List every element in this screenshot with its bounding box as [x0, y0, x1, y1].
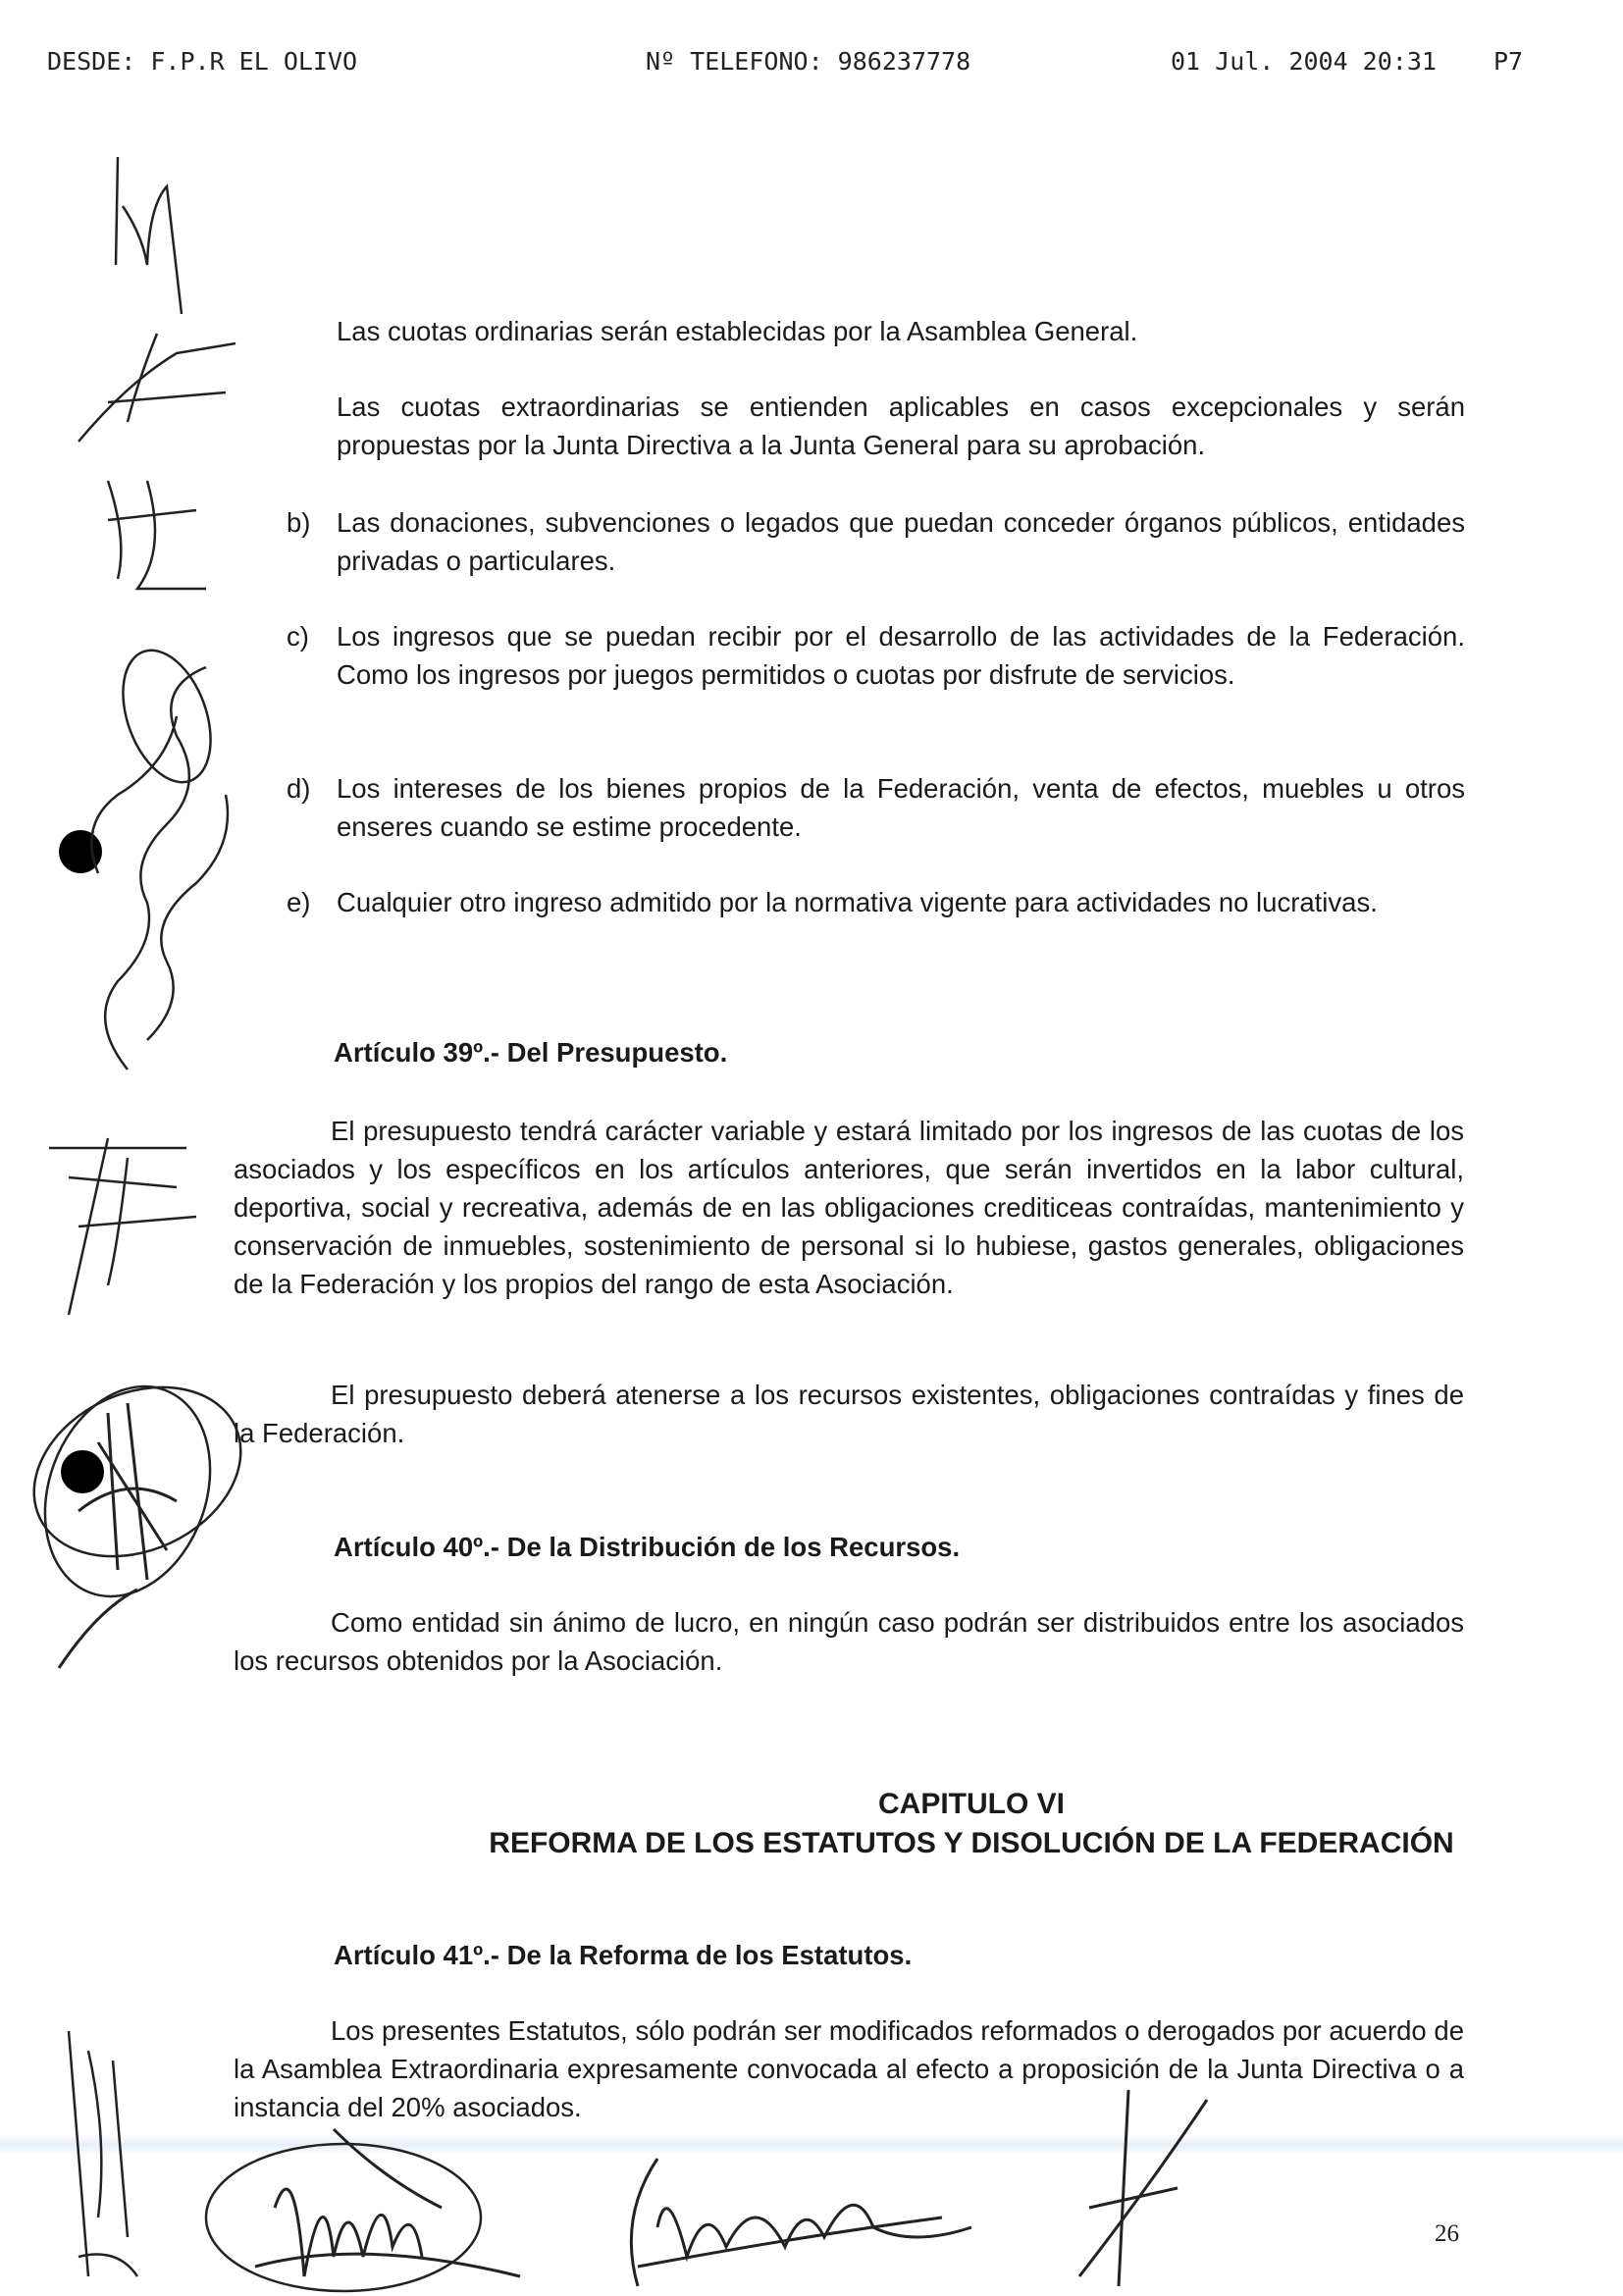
margin-initials-3	[88, 461, 216, 599]
signature-3	[1070, 2080, 1217, 2296]
item-text-c: Los ingresos que se puedan recibir por el desarrollo de las actividades de la Federación. Como los ingresos por juegos permitidos o cuotas por disfrute de servicios.	[337, 621, 1465, 690]
signature-1	[186, 2110, 540, 2296]
margin-initials-bottom	[59, 2021, 147, 2286]
item-letter-c: c)	[287, 621, 309, 652]
art41-paragraph-1: Los presentes Estatutos, sólo podrán ser modificados reformados o derogados por acuerdo de la Asamblea Extraordinaria expresamente convocada al efecto a proposición de la Junta Directiva o a instancia del 20% asociados.	[234, 2015, 1464, 2122]
intro-paragraph-2: Las cuotas extraordinarias se entienden aplicables en casos excepcionales y serán propuestas por la Junta Directiva a la Junta General para su aprobación.	[337, 391, 1465, 460]
item-letter-d: d)	[287, 773, 311, 804]
chapter-number: CAPITULO VI	[877, 1788, 1065, 1820]
item-text-b: Las donaciones, subvenciones o legados que puedan conceder órganos públicos, entidades privadas o particulares.	[337, 507, 1465, 576]
page-number: 26	[1435, 2220, 1459, 2247]
art39-heading: Artículo 39º.- Del Presupuesto.	[334, 1037, 728, 1068]
art39-paragraph-2: El presupuesto deberá atenerse a los recursos existentes, obligaciones contraídas y fines de la Federación.	[234, 1380, 1464, 1448]
item-text-d: Los intereses de los bienes propios de la Federación, venta de efectos, muebles u otros enseres cuando se estime procedente.	[337, 773, 1465, 842]
item-letter-b: b)	[287, 507, 311, 538]
margin-initials-4	[29, 1128, 196, 1325]
margin-signature-scribble	[20, 1354, 255, 1688]
art40-heading: Artículo 40º.- De la Distribución de los Recursos.	[334, 1532, 961, 1562]
margin-initials-1	[88, 147, 206, 324]
margin-initials-2	[69, 324, 245, 451]
chapter-title: REFORMA DE LOS ESTATUTOS Y DISOLUCIÓN DE LA FEDERACIÓN	[489, 1827, 1454, 1859]
item-text-e: Cualquier otro ingreso admitido por la normativa vigente para actividades no lucrativas.	[337, 887, 1378, 917]
fax-page: P7	[1493, 47, 1524, 76]
art39-paragraph-1: El presupuesto tendrá carácter variable y estará limitado por los ingresos de las cuotas de los asociados y los específicos en los artículos anteriores, que serán invertidos en la labor cultural, deportiva, social y recreativa, además de en las obligaciones crediticeas contraídas, mantenimiento y conservación de inmuebles, sostenimiento de personal si lo hubiese, gastos generales, obligaciones de la Federación y los propios del rango de esta Asociación.	[234, 1116, 1464, 1299]
fax-header	[47, 47, 1576, 78]
signature-2	[599, 2139, 981, 2296]
fax-sender: DESDE: F.P.R EL OLIVO	[47, 47, 358, 76]
fax-phone: Nº TELEFONO: 986237778	[646, 47, 971, 76]
fax-date: 01 Jul. 2004 20:31	[1171, 47, 1437, 76]
intro-paragraph-1: Las cuotas ordinarias serán establecidas por la Asamblea General.	[337, 316, 1138, 346]
margin-signature-vertical	[59, 628, 275, 1089]
item-letter-e: e)	[287, 887, 311, 917]
art40-paragraph-1: Como entidad sin ánimo de lucro, en ningún caso podrán ser distribuidos entre los asociados los recursos obtenidos por la Asociación.	[234, 1607, 1464, 1676]
art41-heading: Artículo 41º.- De la Reforma de los Estatutos.	[334, 1940, 913, 1970]
